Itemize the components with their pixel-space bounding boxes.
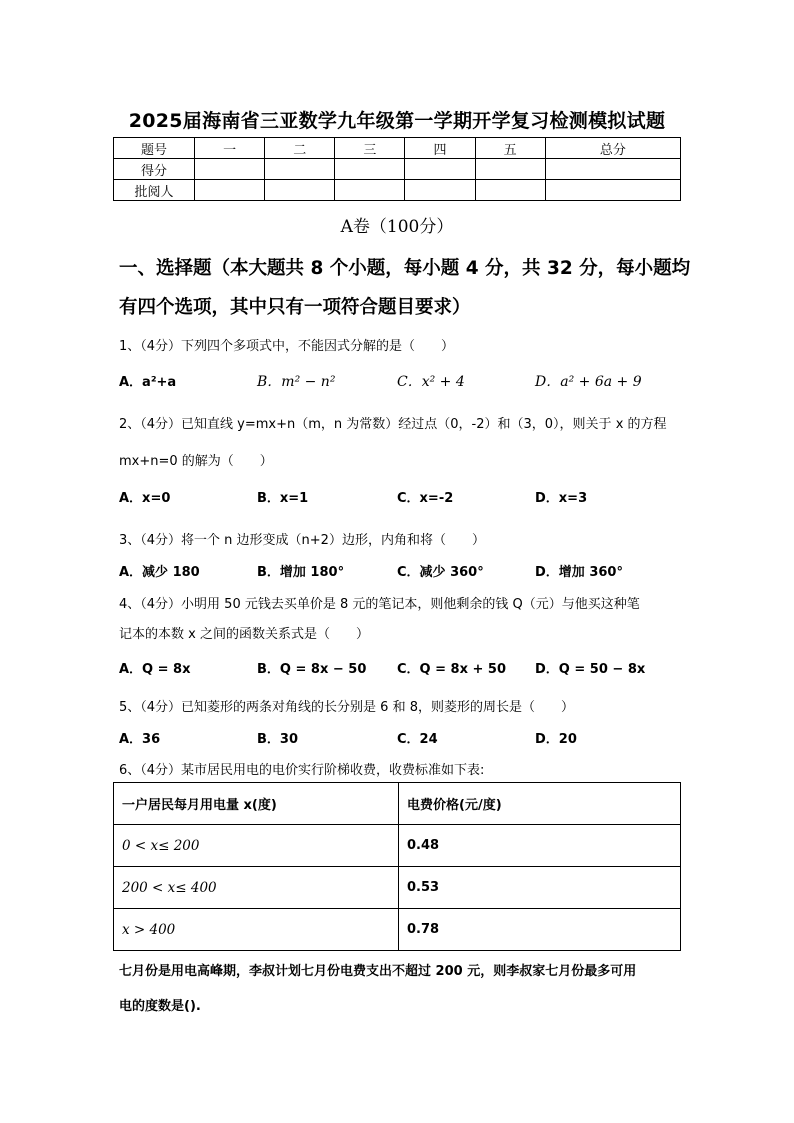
score-blank-cell [475, 180, 545, 201]
score-blank-cell [335, 180, 405, 201]
option-d: D．Q = 50 − 8x [535, 662, 646, 677]
exam-title: 2025届海南省三亚数学九年级第一学期开学复习检测模拟试题 [128, 110, 666, 132]
score-row-label: 得分 [114, 159, 195, 180]
score-table-header-row [114, 138, 681, 159]
question-4-stem-line1: 4、（4分）小明用 50 元钱去买单价是 8 元的笔记本，则他剩余的钱 Q（元）与他买这种笔 [119, 597, 640, 612]
question-6-tail-line2: 电的度数是(). [119, 999, 201, 1014]
question-2-stem-line1: 2、（4分）已知直线 y=mx+n（m，n 为常数）经过点（0，-2）和（3，0），则关于 x 的方程 [119, 417, 667, 432]
score-blank-cell [335, 159, 405, 180]
question-6-tail-line1: 七月份是用电高峰期，李叔计划七月份电费支出不超过 200 元，则李叔家七月份最多可用 [119, 964, 637, 979]
score-blank-cell [195, 180, 265, 201]
option-d: D．a² + 6a + 9 [535, 374, 642, 390]
score-header-cell: 题号 [114, 138, 195, 159]
option-c: C．x=-2 [397, 491, 454, 506]
question-1-stem: 1、（4分）下列四个多项式中，不能因式分解的是（ ） [119, 339, 455, 354]
score-table [113, 137, 681, 201]
reviewer-row [114, 180, 681, 201]
fee-header-price: 电费价格(元/度) [399, 783, 681, 825]
fee-price: 0.78 [399, 909, 681, 951]
fee-header-usage: 一户居民每月用电量 x(度) [114, 783, 399, 825]
question-6-stem: 6、（4分）某市居民用电的电价实行阶梯收费，收费标准如下表: [119, 763, 485, 778]
score-row [114, 159, 681, 180]
fee-table-row [114, 909, 681, 951]
score-header-cell: 三 [335, 138, 405, 159]
score-blank-cell [405, 180, 475, 201]
question-5-stem: 5、（4分）已知菱形的两条对角线的长分别是 6 和 8，则菱形的周长是（ ） [119, 700, 574, 715]
option-a: A．36 [119, 732, 161, 747]
score-blank-cell [265, 159, 335, 180]
fee-range: x > 400 [114, 909, 399, 951]
fee-table-row [114, 867, 681, 909]
fee-price: 0.48 [399, 825, 681, 867]
option-c: C．x² + 4 [397, 374, 465, 390]
option-b: B．Q = 8x − 50 [257, 662, 367, 677]
score-blank-cell [405, 159, 475, 180]
score-blank-cell [195, 159, 265, 180]
question-4-stem-line2: 记本的本数 x 之间的函数关系式是（ ） [119, 627, 369, 642]
score-header-cell: 五 [475, 138, 545, 159]
option-b: B．x=1 [257, 491, 309, 506]
option-a: A．x=0 [119, 491, 171, 506]
question-3-stem: 3、（4分）将一个 n 边形变成（n+2）边形，内角和将（ ） [119, 533, 485, 548]
score-header-cell: 二 [265, 138, 335, 159]
fee-price: 0.53 [399, 867, 681, 909]
part1-title-line1: 一、选择题（本大题共 8 个小题，每小题 4 分，共 32 分，每小题均 [119, 258, 691, 279]
score-header-cell: 四 [405, 138, 475, 159]
score-header-cell: 总分 [545, 138, 680, 159]
option-b: B．增加 180° [257, 565, 345, 580]
fee-table-row [114, 825, 681, 867]
fee-range: 200 < x≤ 400 [114, 867, 399, 909]
option-c: C．减少 360° [397, 565, 484, 580]
option-d: D．增加 360° [535, 565, 623, 580]
option-d: D．x=3 [535, 491, 588, 506]
option-a: A．Q = 8x [119, 662, 191, 677]
reviewer-row-label: 批阅人 [114, 180, 195, 201]
score-blank-cell [475, 159, 545, 180]
electricity-fee-table [113, 782, 681, 951]
question-2-stem-line2: mx+n=0 的解为（ ） [119, 454, 273, 469]
option-d: D．20 [535, 732, 577, 747]
score-blank-cell [265, 180, 335, 201]
score-blank-cell [545, 159, 680, 180]
fee-range: 0 < x≤ 200 [114, 825, 399, 867]
part1-title-line2: 有四个选项，其中只有一项符合题目要求） [119, 297, 471, 318]
section-a-heading: A卷（100分） [340, 217, 454, 237]
score-blank-cell [545, 180, 680, 201]
option-b: B．m² − n² [257, 374, 336, 390]
option-c: C．24 [397, 732, 438, 747]
option-b: B．30 [257, 732, 298, 747]
option-a: A．减少 180 [119, 565, 200, 580]
option-a: A．a²+a [119, 375, 177, 390]
option-c: C．Q = 8x + 50 [397, 662, 507, 677]
score-header-cell: 一 [195, 138, 265, 159]
fee-table-header-row [114, 783, 681, 825]
